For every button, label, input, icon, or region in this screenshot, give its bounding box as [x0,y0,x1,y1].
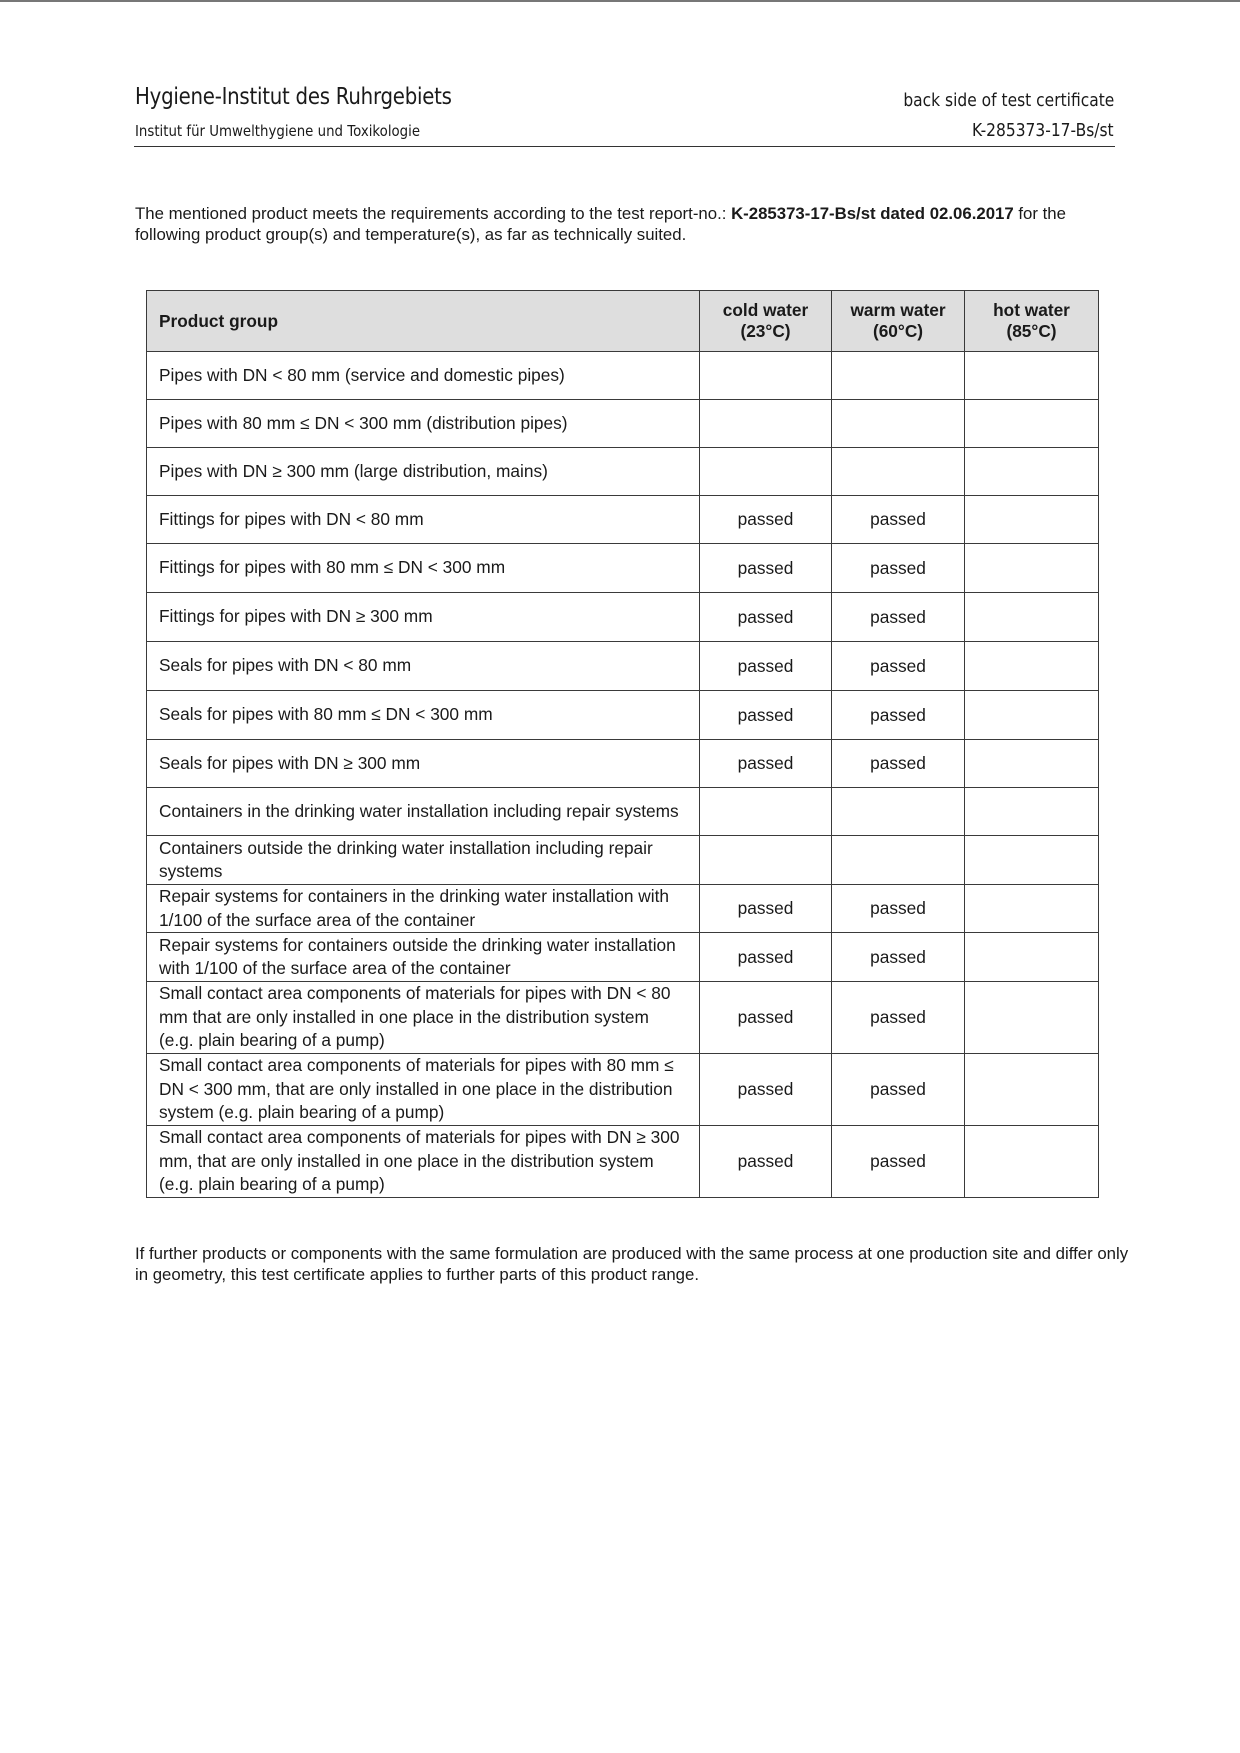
table-header-row [147,291,1099,352]
product-group-cell: Fittings for pipes with DN ≥ 300 mm [147,593,700,642]
warm-water-result: passed [832,933,965,982]
product-group-cell: Containers in the drinking water installation including repair systems [147,788,700,836]
header-warm-water: warm water (60°C) [832,291,965,352]
cold-water-result [700,788,832,836]
cold-water-result: passed [700,982,832,1054]
warm-water-result [832,836,965,885]
table-row [147,691,1099,740]
hot-water-result [965,982,1099,1054]
hot-water-result [965,1054,1099,1126]
institute-name: Hygiene-Institut des Ruhrgebiets [135,84,452,110]
warm-water-result: passed [832,740,965,788]
warm-water-result [832,448,965,496]
product-group-cell: Pipes with 80 mm ≤ DN < 300 mm (distribution pipes) [147,400,700,448]
cold-water-result: passed [700,691,832,740]
cold-water-result: passed [700,885,832,933]
institute-subtitle: Institut für Umwelthygiene und Toxikologie [135,122,421,140]
product-group-cell: Pipes with DN ≥ 300 mm (large distribution, mains) [147,448,700,496]
warm-water-result: passed [832,496,965,544]
hot-water-result [965,496,1099,544]
cold-water-result: passed [700,496,832,544]
product-group-cell: Pipes with DN < 80 mm (service and domestic pipes) [147,352,700,400]
table-row [147,544,1099,593]
footnote-paragraph: If further products or components with the same formulation are produced with the same process at one production site and differ only in geometry, this test certificate applies to further parts of this product range. [135,1244,1129,1284]
table-row [147,788,1099,836]
warm-water-result [832,788,965,836]
page-top-border [0,0,1240,2]
hot-water-result [965,691,1099,740]
intro-text-after: for the following product group(s) and temperature(s), as far as technically suited. [135,204,1066,244]
hot-water-result [965,740,1099,788]
product-group-cell: Repair systems for containers in the drinking water installation with 1/100 of the surface area of the container [147,885,700,933]
hot-water-result [965,1126,1099,1198]
product-group-cell: Fittings for pipes with DN < 80 mm [147,496,700,544]
cold-water-result: passed [700,1054,832,1126]
intro-paragraph [135,203,1135,245]
product-group-cell: Seals for pipes with DN ≥ 300 mm [147,740,700,788]
table-row [147,593,1099,642]
table-row [147,982,1099,1054]
cold-water-result: passed [700,593,832,642]
product-group-cell: Repair systems for containers outside the drinking water installation with 1/100 of the surface area of the container [147,933,700,982]
hot-water-result [965,836,1099,885]
warm-water-result: passed [832,593,965,642]
table-row [147,1126,1099,1198]
cold-water-result [700,836,832,885]
table-body [147,352,1099,1198]
hot-water-result [965,352,1099,400]
product-group-cell: Small contact area components of materials for pipes with DN ≥ 300 mm, that are only installed in one place in the distribution system (e.g. plain bearing of a pump) [147,1126,700,1198]
document-type: back side of test certificate [903,90,1114,111]
letterhead [134,84,1115,147]
hot-water-result [965,593,1099,642]
cold-water-result: passed [700,740,832,788]
warm-water-result: passed [832,1054,965,1126]
hot-water-result [965,448,1099,496]
table-row [147,836,1099,885]
table-row [147,1054,1099,1126]
cold-water-result [700,352,832,400]
cold-water-result: passed [700,544,832,593]
warm-water-result: passed [832,1126,965,1198]
product-group-cell: Seals for pipes with DN < 80 mm [147,642,700,691]
intro-text-before: The mentioned product meets the requirements according to the test report-no.: [135,204,732,223]
table-row [147,400,1099,448]
product-group-table [146,290,1099,1198]
cold-water-result [700,448,832,496]
table-row [147,933,1099,982]
warm-water-result: passed [832,691,965,740]
product-group-cell: Small contact area components of materials for pipes with DN < 80 mm that are only installed in one place in the distribution system (e.g. plain bearing of a pump) [147,982,700,1054]
cold-water-result [700,400,832,448]
warm-water-result [832,352,965,400]
table-row [147,496,1099,544]
product-group-cell: Fittings for pipes with 80 mm ≤ DN < 300 mm [147,544,700,593]
cold-water-result: passed [700,1126,832,1198]
warm-water-result: passed [832,544,965,593]
hot-water-result [965,400,1099,448]
report-reference: K-285373-17-Bs/st dated 02.06.2017 [731,204,1014,223]
hot-water-result [965,544,1099,593]
warm-water-result: passed [832,885,965,933]
warm-water-result: passed [832,642,965,691]
warm-water-result: passed [832,982,965,1054]
product-group-cell: Small contact area components of materials for pipes with 80 mm ≤ DN < 300 mm, that are only installed in one place in the distribution system (e.g. plain bearing of a pump) [147,1054,700,1126]
table-row [147,448,1099,496]
hot-water-result [965,788,1099,836]
cold-water-result: passed [700,642,832,691]
header-hot-water: hot water (85°C) [965,291,1099,352]
cold-water-result: passed [700,933,832,982]
table-row [147,642,1099,691]
table-row [147,352,1099,400]
product-group-cell: Containers outside the drinking water installation including repair systems [147,836,700,885]
hot-water-result [965,933,1099,982]
product-group-cell: Seals for pipes with 80 mm ≤ DN < 300 mm [147,691,700,740]
table-row [147,885,1099,933]
header-product-group: Product group [147,291,700,352]
certificate-id: K-285373-17-Bs/st [972,120,1114,141]
warm-water-result [832,400,965,448]
table-row [147,740,1099,788]
hot-water-result [965,885,1099,933]
header-cold-water: cold water (23°C) [700,291,832,352]
hot-water-result [965,642,1099,691]
